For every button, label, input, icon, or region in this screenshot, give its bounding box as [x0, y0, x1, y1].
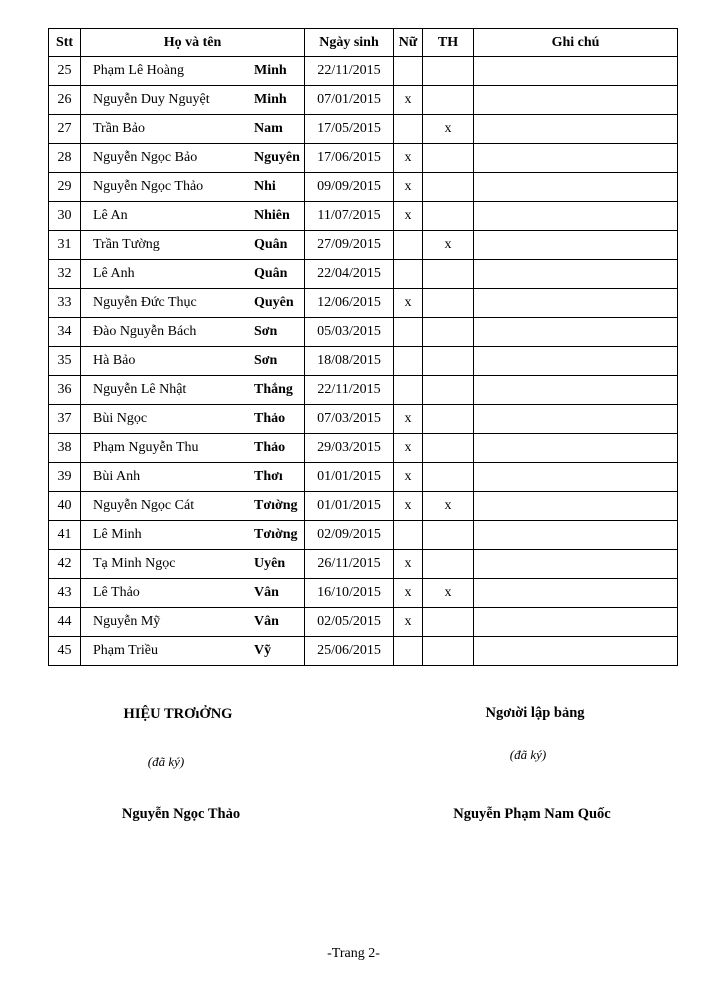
- cell-stt: 33: [49, 289, 81, 318]
- cell-birthdate: 05/03/2015: [305, 318, 394, 347]
- table-header: [49, 29, 678, 57]
- cell-female-mark: [394, 115, 423, 144]
- family-middle-name: Nguyễn Đức Thục: [93, 295, 197, 310]
- cell-note: [474, 57, 678, 86]
- signature-title-right: Ngơıời lập bảng: [485, 705, 585, 721]
- family-middle-name: Phạm Triều: [93, 643, 158, 658]
- column-header-ho-va-ten: Họ và tên: [81, 29, 305, 57]
- table-row: [49, 608, 678, 637]
- family-middle-name: Trần Bảo: [93, 121, 145, 136]
- cell-female-mark: [394, 260, 423, 289]
- cell-stt: 34: [49, 318, 81, 347]
- family-middle-name: Nguyễn Duy Nguyệt: [93, 92, 210, 107]
- cell-note: [474, 579, 678, 608]
- cell-note: [474, 608, 678, 637]
- table-row: [49, 550, 678, 579]
- family-middle-name: Lê An: [93, 208, 128, 223]
- column-header-ghi-chu: Ghi chú: [474, 29, 678, 57]
- cell-birthdate: 16/10/2015: [305, 579, 394, 608]
- cell-full-name: [81, 289, 305, 318]
- given-name: Nhiên: [254, 208, 290, 223]
- cell-birthdate: 29/03/2015: [305, 434, 394, 463]
- family-middle-name: Nguyễn Ngọc Thảo: [93, 179, 204, 194]
- cell-note: [474, 202, 678, 231]
- cell-female-mark: [394, 637, 423, 666]
- given-name: Thảo: [254, 440, 286, 455]
- cell-female-mark: [394, 318, 423, 347]
- given-name: Tơıờng: [254, 527, 298, 542]
- cell-th-mark: [423, 86, 474, 115]
- family-middle-name: Nguyễn Mỹ: [93, 614, 161, 629]
- cell-birthdate: 17/05/2015: [305, 115, 394, 144]
- cell-note: [474, 463, 678, 492]
- column-header-th: TH: [423, 29, 474, 57]
- cell-birthdate: 26/11/2015: [305, 550, 394, 579]
- cell-full-name: [81, 521, 305, 550]
- cell-female-mark: x: [394, 144, 423, 173]
- cell-th-mark: [423, 347, 474, 376]
- cell-female-mark: [394, 521, 423, 550]
- cell-full-name: [81, 57, 305, 86]
- cell-birthdate: 18/08/2015: [305, 347, 394, 376]
- table-row: [49, 289, 678, 318]
- cell-female-mark: x: [394, 463, 423, 492]
- cell-stt: 29: [49, 173, 81, 202]
- cell-birthdate: 07/01/2015: [305, 86, 394, 115]
- cell-full-name: [81, 347, 305, 376]
- given-name: Thảo: [254, 411, 286, 426]
- family-middle-name: Trần Tường: [93, 237, 160, 252]
- cell-stt: 45: [49, 637, 81, 666]
- table-row: [49, 579, 678, 608]
- table-row: [49, 115, 678, 144]
- family-middle-name: Nguyễn Lê Nhật: [93, 382, 187, 397]
- cell-th-mark: x: [423, 231, 474, 260]
- cell-birthdate: 01/01/2015: [305, 463, 394, 492]
- cell-female-mark: x: [394, 550, 423, 579]
- table-row: [49, 231, 678, 260]
- cell-birthdate: 27/09/2015: [305, 231, 394, 260]
- cell-birthdate: 22/04/2015: [305, 260, 394, 289]
- cell-birthdate: 02/05/2015: [305, 608, 394, 637]
- cell-female-mark: x: [394, 173, 423, 202]
- cell-th-mark: [423, 173, 474, 202]
- cell-full-name: [81, 492, 305, 521]
- table-row: [49, 144, 678, 173]
- given-name: Vỹ: [254, 643, 272, 658]
- cell-female-mark: x: [394, 434, 423, 463]
- cell-th-mark: [423, 608, 474, 637]
- cell-th-mark: [423, 405, 474, 434]
- given-name: Vân: [254, 585, 279, 600]
- signature-name-left: Nguyễn Ngọc Thảo: [121, 806, 241, 822]
- cell-note: [474, 550, 678, 579]
- table-row: [49, 86, 678, 115]
- cell-stt: 40: [49, 492, 81, 521]
- cell-full-name: [81, 637, 305, 666]
- family-middle-name: Bùi Anh: [93, 469, 141, 484]
- family-middle-name: Đào Nguyễn Bách: [93, 324, 197, 339]
- cell-note: [474, 637, 678, 666]
- table-row: [49, 434, 678, 463]
- cell-female-mark: [394, 57, 423, 86]
- cell-stt: 31: [49, 231, 81, 260]
- signature-title-left: HIỆU TRƠıỞNG: [123, 706, 233, 722]
- cell-female-mark: [394, 376, 423, 405]
- table-row: [49, 260, 678, 289]
- cell-th-mark: [423, 550, 474, 579]
- cell-full-name: [81, 173, 305, 202]
- signature-signed-right: (đã ký): [509, 747, 547, 762]
- cell-stt: 43: [49, 579, 81, 608]
- table-row: [49, 202, 678, 231]
- table-row: [49, 376, 678, 405]
- cell-note: [474, 434, 678, 463]
- cell-th-mark: [423, 289, 474, 318]
- cell-note: [474, 376, 678, 405]
- cell-birthdate: 02/09/2015: [305, 521, 394, 550]
- cell-female-mark: [394, 231, 423, 260]
- cell-note: [474, 115, 678, 144]
- family-middle-name: Lê Minh: [93, 527, 142, 542]
- given-name: Sơn: [254, 353, 278, 368]
- given-name: Nguyên: [254, 150, 300, 165]
- cell-female-mark: x: [394, 608, 423, 637]
- cell-note: [474, 347, 678, 376]
- cell-female-mark: x: [394, 202, 423, 231]
- family-middle-name: Nguyễn Ngọc Bảo: [93, 150, 198, 165]
- given-name: Quyên: [254, 295, 294, 310]
- column-header-nu: Nữ: [394, 29, 423, 57]
- family-middle-name: Hà Bảo: [93, 353, 136, 368]
- page-number: -Trang 2-: [327, 946, 380, 961]
- cell-th-mark: [423, 637, 474, 666]
- given-name: Minh: [254, 92, 287, 107]
- table-row: [49, 318, 678, 347]
- table-row: [49, 173, 678, 202]
- cell-stt: 44: [49, 608, 81, 637]
- cell-full-name: [81, 86, 305, 115]
- cell-full-name: [81, 260, 305, 289]
- cell-stt: 37: [49, 405, 81, 434]
- family-middle-name: Phạm Lê Hoàng: [93, 63, 184, 78]
- given-name: Minh: [254, 63, 287, 78]
- cell-full-name: [81, 579, 305, 608]
- cell-note: [474, 231, 678, 260]
- cell-full-name: [81, 202, 305, 231]
- cell-th-mark: [423, 144, 474, 173]
- cell-stt: 25: [49, 57, 81, 86]
- cell-birthdate: 22/11/2015: [305, 376, 394, 405]
- cell-stt: 42: [49, 550, 81, 579]
- cell-birthdate: 22/11/2015: [305, 57, 394, 86]
- signature-name-right: Nguyễn Phạm Nam Quốc: [453, 806, 611, 822]
- given-name: Vân: [254, 614, 279, 629]
- cell-full-name: [81, 115, 305, 144]
- column-header-ngay-sinh: Ngày sinh: [305, 29, 394, 57]
- family-middle-name: Phạm Nguyễn Thu: [93, 440, 199, 455]
- table-row: [49, 521, 678, 550]
- cell-th-mark: [423, 376, 474, 405]
- family-middle-name: Lê Thảo: [93, 585, 140, 600]
- cell-stt: 30: [49, 202, 81, 231]
- given-name: Sơn: [254, 324, 278, 339]
- given-name: Quân: [254, 266, 288, 281]
- cell-th-mark: [423, 57, 474, 86]
- table-row: [49, 463, 678, 492]
- table-row: [49, 57, 678, 86]
- cell-female-mark: x: [394, 289, 423, 318]
- table-row: [49, 405, 678, 434]
- cell-female-mark: x: [394, 405, 423, 434]
- cell-full-name: [81, 463, 305, 492]
- student-table: [48, 28, 678, 666]
- cell-stt: 35: [49, 347, 81, 376]
- cell-birthdate: 11/07/2015: [305, 202, 394, 231]
- family-middle-name: Nguyễn Ngọc Cát: [93, 498, 195, 513]
- cell-note: [474, 521, 678, 550]
- cell-note: [474, 492, 678, 521]
- cell-full-name: [81, 405, 305, 434]
- cell-note: [474, 173, 678, 202]
- cell-note: [474, 144, 678, 173]
- given-name: Nhi: [254, 179, 276, 194]
- family-middle-name: Bùi Ngọc: [93, 411, 148, 426]
- cell-stt: 36: [49, 376, 81, 405]
- cell-full-name: [81, 434, 305, 463]
- cell-birthdate: 07/03/2015: [305, 405, 394, 434]
- cell-note: [474, 86, 678, 115]
- table-row: [49, 492, 678, 521]
- cell-stt: 28: [49, 144, 81, 173]
- cell-note: [474, 289, 678, 318]
- cell-female-mark: [394, 347, 423, 376]
- family-middle-name: Lê Anh: [93, 266, 135, 281]
- given-name: Tơıờng: [254, 498, 298, 513]
- column-header-stt: Stt: [49, 29, 81, 57]
- cell-stt: 39: [49, 463, 81, 492]
- signature-signed-left: (đã ký): [147, 754, 185, 769]
- cell-full-name: [81, 231, 305, 260]
- cell-full-name: [81, 144, 305, 173]
- cell-note: [474, 318, 678, 347]
- table-row: [49, 637, 678, 666]
- cell-th-mark: [423, 318, 474, 347]
- cell-female-mark: x: [394, 86, 423, 115]
- cell-th-mark: x: [423, 115, 474, 144]
- cell-stt: 38: [49, 434, 81, 463]
- cell-birthdate: 01/01/2015: [305, 492, 394, 521]
- cell-th-mark: [423, 521, 474, 550]
- cell-th-mark: x: [423, 492, 474, 521]
- cell-birthdate: 12/06/2015: [305, 289, 394, 318]
- given-name: Uyên: [254, 556, 286, 571]
- cell-birthdate: 25/06/2015: [305, 637, 394, 666]
- cell-note: [474, 405, 678, 434]
- cell-stt: 41: [49, 521, 81, 550]
- given-name: Thắng: [254, 382, 293, 397]
- table-header-row: [49, 29, 678, 57]
- cell-full-name: [81, 608, 305, 637]
- cell-female-mark: x: [394, 492, 423, 521]
- cell-stt: 32: [49, 260, 81, 289]
- cell-birthdate: 17/06/2015: [305, 144, 394, 173]
- cell-th-mark: x: [423, 579, 474, 608]
- cell-stt: 27: [49, 115, 81, 144]
- cell-note: [474, 260, 678, 289]
- cell-full-name: [81, 550, 305, 579]
- cell-stt: 26: [49, 86, 81, 115]
- cell-full-name: [81, 376, 305, 405]
- given-name: Quân: [254, 237, 288, 252]
- given-name: Nam: [254, 121, 283, 136]
- cell-th-mark: [423, 260, 474, 289]
- given-name: Thơı: [254, 469, 283, 484]
- table-row: [49, 347, 678, 376]
- cell-female-mark: x: [394, 579, 423, 608]
- cell-birthdate: 09/09/2015: [305, 173, 394, 202]
- cell-th-mark: [423, 202, 474, 231]
- cell-th-mark: [423, 463, 474, 492]
- family-middle-name: Tạ Minh Ngọc: [93, 556, 176, 571]
- student-table-body: [49, 57, 678, 666]
- cell-full-name: [81, 318, 305, 347]
- cell-th-mark: [423, 434, 474, 463]
